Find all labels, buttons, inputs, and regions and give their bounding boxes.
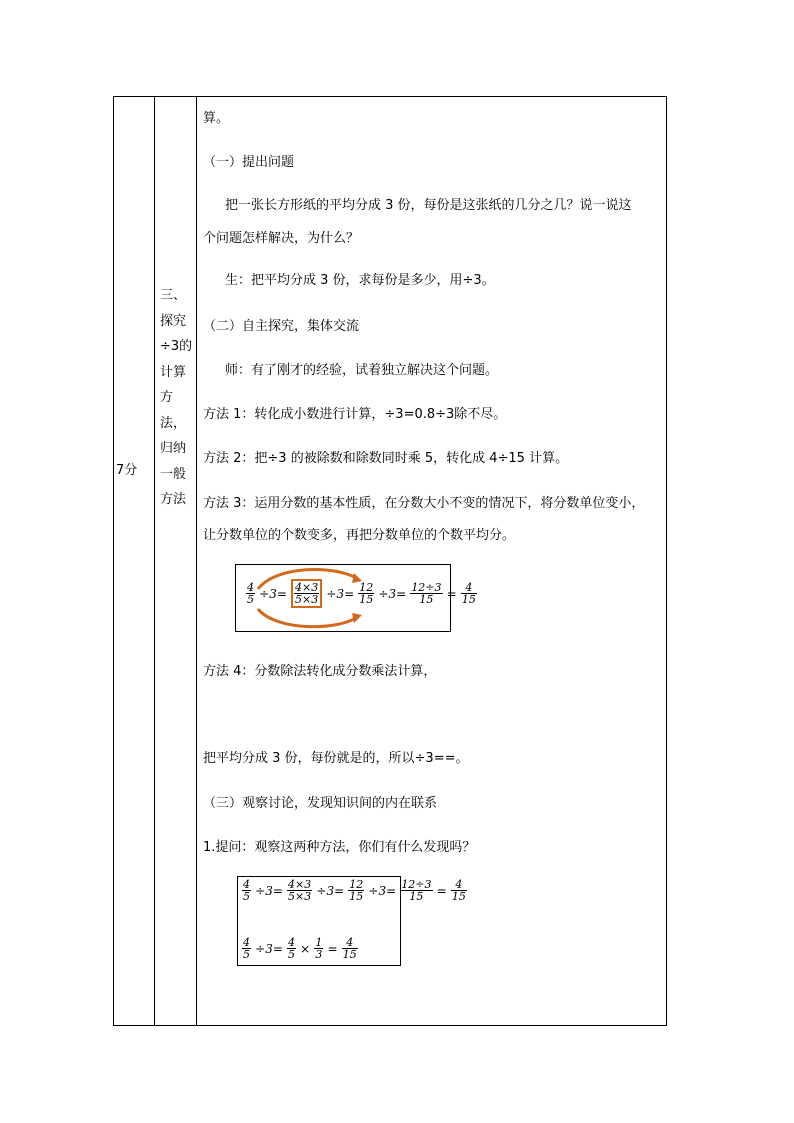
text-line: 让分数单位的个数变多，再把分数单位的个数平均分。 xyxy=(203,528,516,543)
question-1: 1.提问：观察这两种方法，你们有什么发现吗？ xyxy=(203,840,476,855)
fraction: $\frac{12\div 3}{15}$ xyxy=(401,878,432,903)
text-line: 个问题怎样解决，为什么？ xyxy=(203,231,360,246)
comparison-figure: $\frac{4}{5}$ ÷3= $\frac{4\times 3}{5\times 3}$ ÷3= $\frac{12}{15}$ ÷3= $\frac{12\div 3}{15}$ = $\frac{4}{15}$ $\frac{4}{5}$ ÷3= $\frac{4}{5}$ × $\frac{1}{3}$ = $\frac{4}{15}$ xyxy=(237,876,401,966)
highlight-box: $\frac{4\times 3}{5\times 3}$ xyxy=(291,579,322,608)
method-1: 方法 1：转化成小数进行计算，÷3=0.8÷3除不尽。 xyxy=(203,407,507,422)
fraction: $\frac{1}{3}$ xyxy=(315,936,323,961)
fraction: $\frac{4}{5}$ xyxy=(243,936,250,961)
fraction: $\frac{4\times 3}{5\times 3}$ xyxy=(288,878,312,903)
text-line: 把平均分成 3 份，每份就是的，所以÷3==。 xyxy=(203,751,469,766)
section-heading: （三）观察讨论，发现知识间的内在联系 xyxy=(203,796,438,811)
fraction: $\frac{4}{5}$ xyxy=(243,878,250,903)
fraction: $\frac{12\div 3}{15}$ xyxy=(411,581,442,606)
fraction: $\frac{4}{15}$ xyxy=(461,581,476,606)
lesson-table xyxy=(113,96,667,1026)
text-line: 把一张长方形纸的平均分成 3 份，每份是这张纸的几分之几？说一说这 xyxy=(225,198,632,213)
time-cell: 7分 xyxy=(116,463,138,478)
stage-cell: 三、探究÷3的计算方法，归纳一般方法 xyxy=(160,288,193,507)
text-line: 生：把平均分成 3 份，求每份是多少，用÷3。 xyxy=(225,273,495,288)
section-heading: （二）自主探究，集体交流 xyxy=(203,319,360,334)
method-3-figure: $\frac{4}{5}$ ÷3= $\frac{4\times 3}{5\times 3}$ ÷3= $\frac{12}{15}$ ÷3= $\frac{12\div 3}{15}$ = $\frac{4}{15}$ xyxy=(235,564,451,632)
fraction: $\frac{12}{15}$ xyxy=(359,581,374,606)
fraction: $\frac{4}{5}$ xyxy=(247,581,254,606)
method-3: 方法 3：运用分数的基本性质，在分数大小不变的情况下，将分数单位变小， xyxy=(203,496,645,511)
method-4: 方法 4：分数除法转化成分数乘法计算， xyxy=(203,664,437,679)
fraction: $\frac{12}{15}$ xyxy=(349,878,364,903)
fraction: $\frac{4}{5}$ xyxy=(288,936,296,961)
fraction: $\frac{4}{15}$ xyxy=(451,878,466,903)
text-line: 算。 xyxy=(203,111,230,126)
column-divider xyxy=(154,97,155,1025)
method-2: 方法 2：把÷3 的被除数和除数同时乘 5，转化成 4÷15 计算。 xyxy=(203,451,569,466)
column-divider xyxy=(196,97,197,1025)
text-line: 师：有了刚才的经验，试着独立解决这个问题。 xyxy=(225,363,499,378)
section-heading: （一）提出问题 xyxy=(203,155,295,170)
fraction: $\frac{4}{15}$ xyxy=(342,936,357,961)
